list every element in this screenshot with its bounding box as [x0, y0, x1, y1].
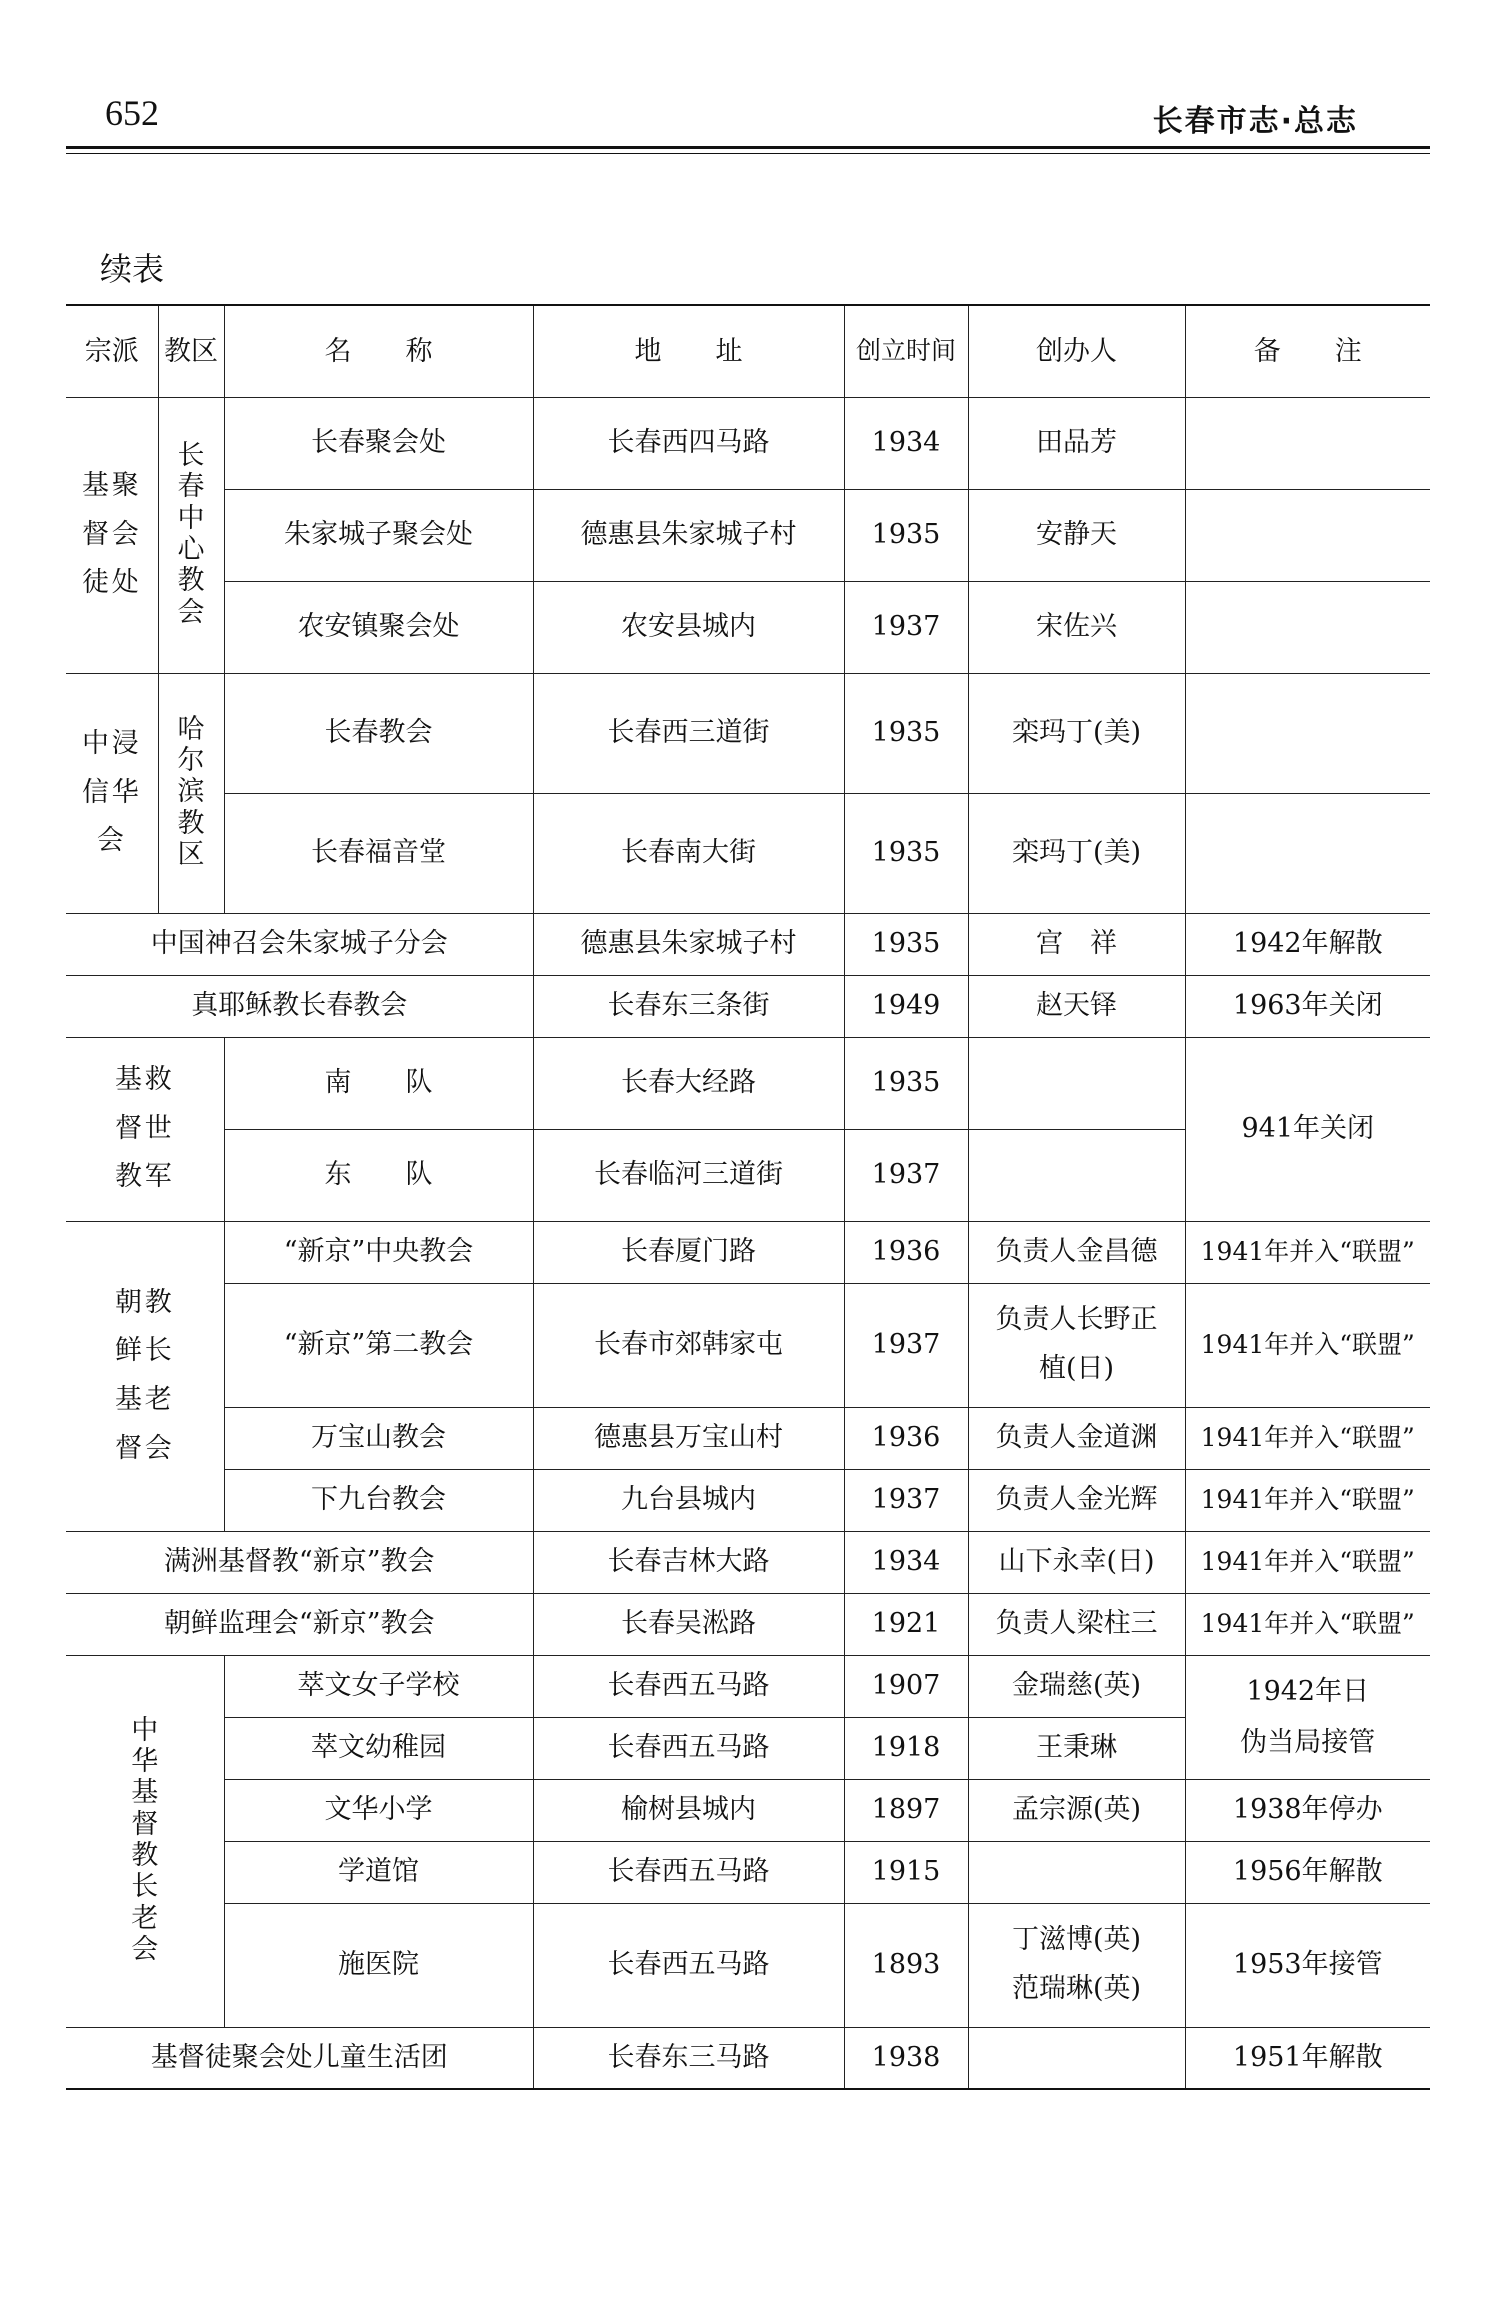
name-cell: “新京”中央教会 [224, 1221, 533, 1283]
note-cell: 1942年日伪当局接管 [1185, 1655, 1430, 1779]
table-row [66, 1779, 1430, 1841]
table-row [66, 793, 1430, 913]
table-row [66, 2027, 1430, 2089]
name-cell: 万宝山教会 [224, 1407, 533, 1469]
name-cell: 朝鲜监理会“新京”教会 [66, 1593, 533, 1655]
address-cell: 长春西三道街 [533, 673, 844, 793]
note-cell: 1953年接管 [1185, 1903, 1430, 2027]
year-cell: 1907 [844, 1655, 968, 1717]
founder-cell: 负责人金昌德 [968, 1221, 1185, 1283]
name-cell: 施医院 [224, 1903, 533, 2027]
founder-cell: 宋佐兴 [968, 581, 1185, 673]
founder-cell [968, 2027, 1185, 2089]
year-cell: 1938 [844, 2027, 968, 2089]
note-cell [1185, 489, 1430, 581]
table-row [66, 1841, 1430, 1903]
address-cell: 长春西五马路 [533, 1655, 844, 1717]
year-cell: 1935 [844, 793, 968, 913]
table-row [66, 1531, 1430, 1593]
address-cell: 九台县城内 [533, 1469, 844, 1531]
col-header-year: 创立时间 [844, 305, 968, 397]
table-row [66, 975, 1430, 1037]
founder-cell: 负责人金道渊 [968, 1407, 1185, 1469]
year-cell: 1935 [844, 489, 968, 581]
founder-cell: 田品芳 [968, 397, 1185, 489]
address-cell: 长春南大街 [533, 793, 844, 913]
address-cell: 长春市郊韩家屯 [533, 1283, 844, 1407]
founder-cell: 宫 祥 [968, 913, 1185, 975]
founder-cell: 金瑞慈(英) [968, 1655, 1185, 1717]
address-cell: 长春大经路 [533, 1037, 844, 1129]
table-row [66, 673, 1430, 793]
name-cell: 萃文幼稚园 [224, 1717, 533, 1779]
table-row [66, 1655, 1430, 1717]
col-header-note: 备 注 [1185, 305, 1430, 397]
table-row [66, 1283, 1430, 1407]
table-row [66, 397, 1430, 489]
founder-cell [968, 1841, 1185, 1903]
note-cell: 1942年解散 [1185, 913, 1430, 975]
note-cell: 1941年并入“联盟” [1185, 1407, 1430, 1469]
table-caption: 续表 [100, 250, 165, 288]
founder-cell: 孟宗源(英) [968, 1779, 1185, 1841]
address-cell: 德惠县万宝山村 [533, 1407, 844, 1469]
col-header-founder: 创办人 [968, 305, 1185, 397]
note-cell [1185, 673, 1430, 793]
founder-cell: 丁滋博(英)范瑞琳(英) [968, 1903, 1185, 2027]
founder-cell [968, 1037, 1185, 1129]
header-rule-thick [66, 146, 1430, 149]
year-cell: 1937 [844, 1469, 968, 1531]
founder-cell: 栾玛丁(美) [968, 673, 1185, 793]
address-cell: 农安县城内 [533, 581, 844, 673]
year-cell: 1937 [844, 581, 968, 673]
col-header-address: 地 址 [533, 305, 844, 397]
address-cell: 德惠县朱家城子村 [533, 489, 844, 581]
founder-cell [968, 1129, 1185, 1221]
address-cell: 长春吴淞路 [533, 1593, 844, 1655]
district-cell: 长春中心教会 [158, 397, 224, 673]
name-cell: 东 队 [224, 1129, 533, 1221]
note-cell [1185, 793, 1430, 913]
year-cell: 1935 [844, 673, 968, 793]
table-row [66, 489, 1430, 581]
name-cell: 基督徒聚会处儿童生活团 [66, 2027, 533, 2089]
name-cell: 文华小学 [224, 1779, 533, 1841]
address-cell: 长春西五马路 [533, 1717, 844, 1779]
year-cell: 1934 [844, 397, 968, 489]
table-row [66, 913, 1430, 975]
col-header-name: 名 称 [224, 305, 533, 397]
table-row [66, 581, 1430, 673]
year-cell: 1937 [844, 1283, 968, 1407]
name-cell: 中国神召会朱家城子分会 [66, 913, 533, 975]
page-number: 652 [105, 93, 159, 133]
address-cell: 长春吉林大路 [533, 1531, 844, 1593]
note-cell: 1941年并入“联盟” [1185, 1531, 1430, 1593]
address-cell: 长春西五马路 [533, 1841, 844, 1903]
year-cell: 1921 [844, 1593, 968, 1655]
address-cell: 榆树县城内 [533, 1779, 844, 1841]
table-row [66, 1037, 1430, 1129]
year-cell: 1915 [844, 1841, 968, 1903]
founder-cell: 王秉琳 [968, 1717, 1185, 1779]
name-cell: 长春福音堂 [224, 793, 533, 913]
year-cell: 1937 [844, 1129, 968, 1221]
name-cell: 萃文女子学校 [224, 1655, 533, 1717]
founder-cell: 负责人梁柱三 [968, 1593, 1185, 1655]
year-cell: 1936 [844, 1221, 968, 1283]
year-cell: 1935 [844, 913, 968, 975]
note-cell: 1951年解散 [1185, 2027, 1430, 2089]
note-cell: 1941年并入“联盟” [1185, 1283, 1430, 1407]
address-cell: 德惠县朱家城子村 [533, 913, 844, 975]
founder-cell: 负责人长野正植(日) [968, 1283, 1185, 1407]
name-cell: 真耶稣教长春教会 [66, 975, 533, 1037]
year-cell: 1936 [844, 1407, 968, 1469]
note-cell: 1938年停办 [1185, 1779, 1430, 1841]
name-cell: “新京”第二教会 [224, 1283, 533, 1407]
table-header-row [66, 305, 1430, 397]
founder-cell: 栾玛丁(美) [968, 793, 1185, 913]
name-cell: 朱家城子聚会处 [224, 489, 533, 581]
name-cell: 南 队 [224, 1037, 533, 1129]
note-cell: 1941年并入“联盟” [1185, 1469, 1430, 1531]
founder-cell: 安静天 [968, 489, 1185, 581]
table-row [66, 1221, 1430, 1283]
col-header-district: 教区 [158, 305, 224, 397]
address-cell: 长春东三马路 [533, 2027, 844, 2089]
name-cell: 长春教会 [224, 673, 533, 793]
address-cell: 长春东三条街 [533, 975, 844, 1037]
address-cell: 长春厦门路 [533, 1221, 844, 1283]
sect-cell: 中华基督教长老会 [66, 1655, 224, 2027]
year-cell: 1934 [844, 1531, 968, 1593]
name-cell: 下九台教会 [224, 1469, 533, 1531]
name-cell: 长春聚会处 [224, 397, 533, 489]
note-cell [1185, 581, 1430, 673]
year-cell: 1893 [844, 1903, 968, 2027]
sect-cell: 基救督世教军 [66, 1037, 224, 1221]
founder-cell: 赵天铎 [968, 975, 1185, 1037]
sect-cell: 中浸信华会 [66, 673, 158, 913]
note-cell: 941年关闭 [1185, 1037, 1430, 1221]
name-cell: 学道馆 [224, 1841, 533, 1903]
address-cell: 长春临河三道街 [533, 1129, 844, 1221]
sect-cell: 朝教鲜长基老督会 [66, 1221, 224, 1531]
name-cell: 满洲基督教“新京”教会 [66, 1531, 533, 1593]
year-cell: 1918 [844, 1717, 968, 1779]
note-cell: 1963年关闭 [1185, 975, 1430, 1037]
note-cell: 1941年并入“联盟” [1185, 1593, 1430, 1655]
table-row [66, 1593, 1430, 1655]
note-cell [1185, 397, 1430, 489]
col-header-sect: 宗派 [66, 305, 158, 397]
note-cell: 1941年并入“联盟” [1185, 1221, 1430, 1283]
table-row [66, 1469, 1430, 1531]
address-cell: 长春西五马路 [533, 1903, 844, 2027]
table-row [66, 1407, 1430, 1469]
header-rule-thin [66, 153, 1430, 154]
founder-cell: 山下永幸(日) [968, 1531, 1185, 1593]
note-cell: 1956年解散 [1185, 1841, 1430, 1903]
year-cell: 1949 [844, 975, 968, 1037]
name-cell: 农安镇聚会处 [224, 581, 533, 673]
district-cell: 哈尔滨教区 [158, 673, 224, 913]
address-cell: 长春西四马路 [533, 397, 844, 489]
sect-cell: 基聚督会徒处 [66, 397, 158, 673]
founder-cell: 负责人金光辉 [968, 1469, 1185, 1531]
year-cell: 1935 [844, 1037, 968, 1129]
church-table [66, 304, 1430, 2090]
table-row [66, 1903, 1430, 2027]
year-cell: 1897 [844, 1779, 968, 1841]
running-title: 长春市志·总志 [1152, 104, 1358, 139]
